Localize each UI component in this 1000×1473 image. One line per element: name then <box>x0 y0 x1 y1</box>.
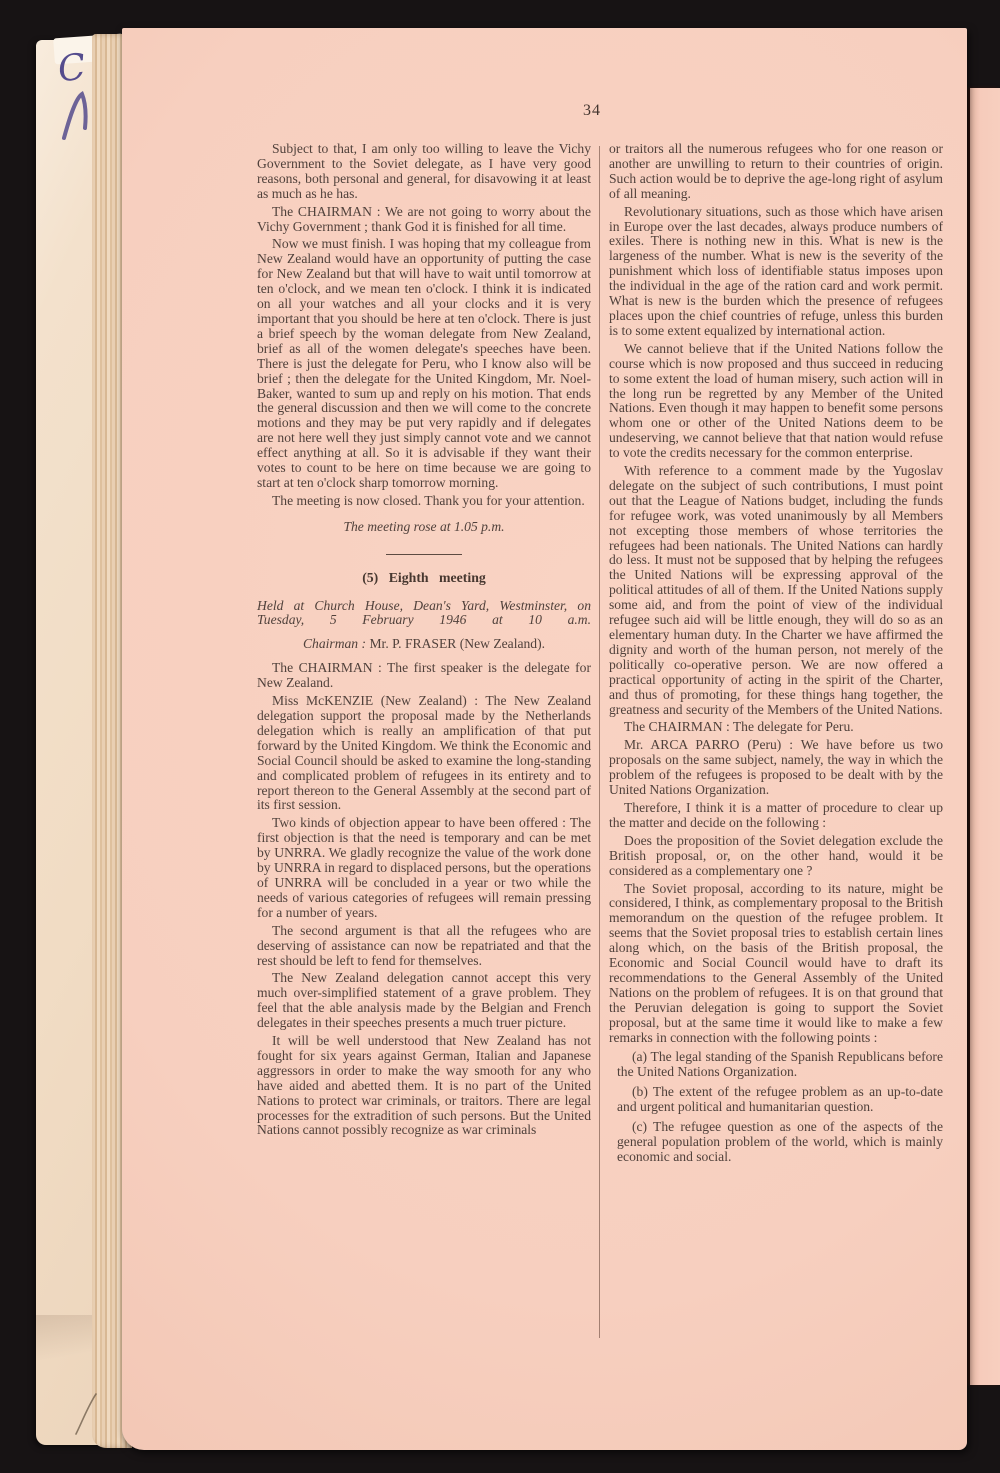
paragraph-arca-parro: Mr. ARCA PARRO (Peru) : We have before us two proposals on the same subject, namely, the way in which the problem of the refugees is proposed to be dealt with by the United Nations Organization. <box>609 737 943 798</box>
section-heading-eighth-meeting: (5) Eighth meeting <box>362 569 486 585</box>
paragraph-does-proposition: Does the proposition of the Soviet delegation exclude the British proposal, or, on the other hand, would it be considered as a complementary one ? <box>609 832 943 878</box>
paragraph-now-we-must-finish: Now we must finish. I was hoping that my colleague from New Zealand would have an opportunity of putting the case for New Zealand but that will have to wait until tomorrow at ten o'clock, and we mean ten o'clock. I think it is indicated on all your watches and all your clocks and it is very important that you should be here at ten o'clock. There is just a brief speech by the woman delegate from New Zealand, brief as all of the women delegate's speeches have been. There is just the delegate for Peru, who I know also will be brief ; then the delegate for the United Kingdom, Mr. Noel-Baker, wanted to sum up and reply on his motion. That ends the general discussion and then we will come to the concrete motions and they may be put very rapidly and if delegates are not here well they just simply cannot vote and we cannot effect anything at all. So it is advisable if they want their votes to count to be here on time because we are going to start at ten o'clock sharp tomorrow morning. <box>257 236 591 490</box>
list-item-b: (b) The extent of the refugee problem as an up-to-date and urgent political and humanitarian question. <box>617 1084 943 1115</box>
document-page <box>122 28 967 1450</box>
paragraph-second-argument: The second argument is that all the refugees who are deserving of assistance can now be repatriated and that the rest should be left to fend for themselves. <box>257 922 591 968</box>
chairman-label: Chairman : <box>302 636 367 652</box>
paragraph-cannot-accept: The New Zealand delegation cannot accept this very much over-simplified statement of a grave problem. They feel that the able analysis made by the Belgian and French delegates in their speeches presents a much truer picture. <box>257 970 591 1031</box>
paragraph-revolutionary-situations: Revolutionary situations, such as those which have arisen in Europe over the last decades, always produce numbers of exiles. There is nothing new in this. What is new is the largeness of the number. What is new is the severity of the punishment which loss of identifiable status imposes upon the individual in the age of the ration card and work permit. What is new is the burden which the presence of refugees places upon the chief countries of refuge, unless this burden is to some extent equalized by international action. <box>609 203 943 338</box>
next-page-edge <box>970 88 1000 1385</box>
section-separator-rule <box>386 554 462 555</box>
right-column <box>609 142 943 1168</box>
paragraph-subject-to-that: Subject to that, I am only too willing to leave the Vichy Government to the Soviet delegate, as I have very good reasons, both personal and general, for disavowing it at least as much as he has. <box>257 141 591 201</box>
chairman-name: Mr. P. FRASER (New Zealand). <box>369 636 546 652</box>
paragraph-cannot-believe: We cannot believe that if the United Nations follow the course which is now proposed and thus succeed in reducing to some extent the load of human misery, such action will in the long run be regretted by any Member of the United Nations. Even though it may happen to benefit some persons whom one or other of the United Nations deem to be undeserving, we cannot believe that that nation would refuse to vote the credits necessary for the common enterprise. <box>609 340 943 461</box>
paragraph-soviet-proposal: The Soviet proposal, according to its nature, might be considered, I think, as complementary proposal to the British memorandum on the question of the refugee problem. It seems that the Soviet proposal tries to establish certain lines along which, on the basis of the British proposal, the Economic and Social Council would have to draft its recommendations to the General Assembly of the United Nations on the problem of refugees. It is on that ground that the Peruvian delegation is going to support the Soviet proposal, but at the same time it would like to make a few remarks in connection with the following points : <box>609 880 943 1045</box>
paragraph-first-speaker: The CHAIRMAN : The first speaker is the delegate for New Zealand. <box>257 660 591 691</box>
meeting-rose-note: The meeting rose at 1.05 p.m. <box>343 518 505 534</box>
paragraph-meeting-closed: The meeting is now closed. Thank you for your attention. <box>272 492 585 508</box>
paragraph-chairman-delegate-peru: The CHAIRMAN : The delegate for Peru. <box>624 719 854 735</box>
page-number: 34 <box>583 102 601 119</box>
paragraph-well-understood: It will be well understood that New Zealand has not fought for six years against German, Italian and Japanese aggressors in order to make the way smooth for any who have aided and abetted them. It is no part of the United Nations to protect war criminals, or traitors. There are legal processes for the extradition of such persons. But the United Nations cannot possibly recognize as war criminals <box>257 1033 591 1138</box>
left-column <box>257 142 591 1141</box>
paragraph-therefore-procedure: Therefore, I think it is a matter of procedure to clear up the matter and decide on the following : <box>609 799 943 830</box>
chairman-line <box>257 637 591 652</box>
list-item-c: (c) The refugee question as one of the aspects of the general population problem of the world, which is mainly economic and social. <box>617 1119 943 1164</box>
paragraph-mckenzie: Miss McKENZIE (New Zealand) : The New Zealand delegation support the proposal made by the Netherlands delegation which is really an amplification of that put forward by the United Kingdom. We think the Economic and Social Council should be asked to examine the long-standing and complicated problem of refugees in its entirety and to report thereon to the General Assembly at the second part of its first session. <box>257 693 591 813</box>
paragraph-two-kinds-objection: Two kinds of objection appear to have been offered : The first objection is that the need is temporary and can be met by UNRRA. We gladly recognize the value of the work done by UNRRA in regard to displaced persons, but the operations of UNRRA will be concluded in a year or two while the needs of various categories of refugees will remain pressing for a number of years. <box>257 815 591 920</box>
paragraph-with-reference-yugoslav: With reference to a comment made by the Yugoslav delegate on the subject of such contributions, I must point out that the League of Nations budget, including the funds for refugee work, was voted unanimously by all Members not excepting those members of whose territories the refugees had been nationals. The United Nations can hardly do less. It must not be supposed that by helping the refugees the United Nations will be expressing approval of the political attitudes of all of them. If the United Nations supply some aid, and from the point of view of the individual refugee such aid will be little enough, they will do so as an elementary human duty. In the Charter we have affirmed the dignity and worth of the human person, not merely of the politically co-operative person. We are now offered a practical opportunity of acting in the spirit of the Charter, and thus of promoting, for these things hang together, the greatness and security of the Members of the United Nations. <box>609 463 943 717</box>
list-item-a: (a) The legal standing of the Spanish Republicans before the United Nations Organization. <box>617 1049 943 1080</box>
column-divider-rule <box>599 146 600 1338</box>
meeting-location-note: Held at Church House, Dean's Yard, Westminster, on Tuesday, 5 February 1946 at 10 a.m. <box>257 597 591 628</box>
paragraph-or-traitors: or traitors all the numerous refugees who for one reason or another are unwilling to return to their countries of origin. Such action would be to deprive the age-long right of asylum of all meaning. <box>609 141 943 201</box>
handwritten-letter: C <box>55 46 88 91</box>
pen-line-mark-icon <box>72 1392 102 1436</box>
paragraph-chairman-worry: The CHAIRMAN : We are not going to worry about the Vichy Government ; thank God it is finished for all time. <box>257 203 591 234</box>
